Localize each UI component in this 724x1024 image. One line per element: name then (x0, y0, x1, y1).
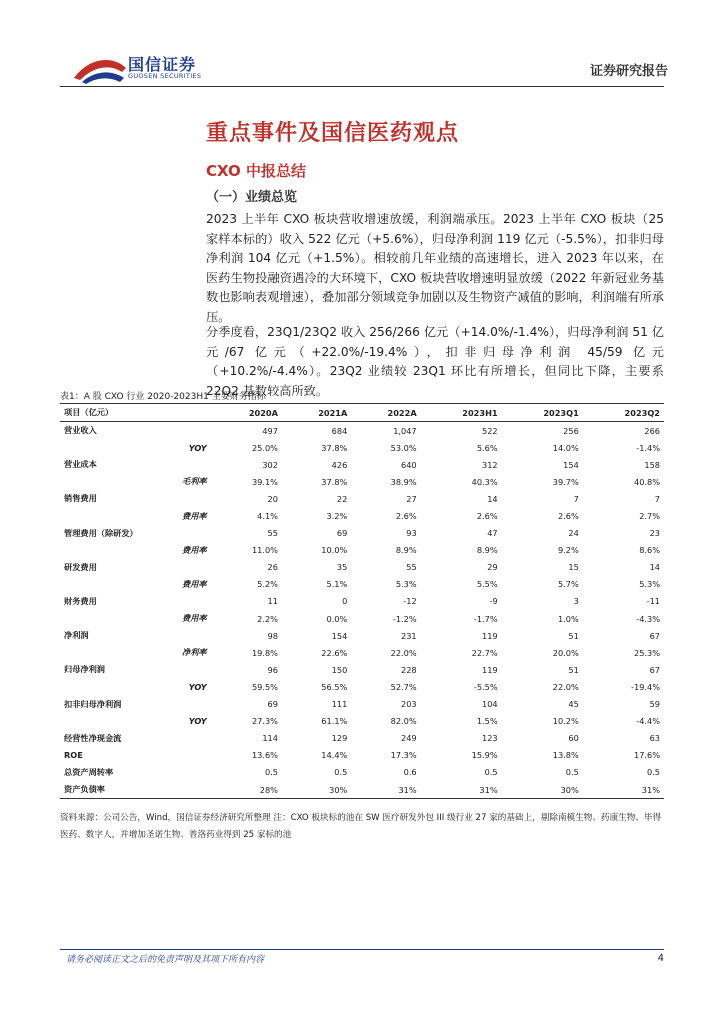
table-cell: 26 (267, 562, 278, 573)
footer-disclaimer: 请务必阅读正文之后的免责声明及其项下所有内容 (66, 955, 265, 965)
table-row (60, 439, 664, 456)
table-cell: 150 (331, 664, 348, 675)
table-header-cell: 2020A (213, 404, 282, 422)
table-cell: 11 (267, 596, 278, 607)
table-cell: 8.6% (639, 545, 660, 556)
row-label: 扣非归母净利润 (64, 698, 122, 709)
row-label: 净利润 (64, 630, 89, 641)
table-row (60, 781, 664, 799)
table-cell: -4.3% (636, 613, 660, 624)
table-cell: 7 (654, 493, 660, 504)
row-label: 总资产周转率 (64, 766, 114, 777)
row-label: 销售费用 (64, 493, 97, 504)
table-cell: 302 (262, 459, 278, 470)
table-cell: 522 (481, 425, 498, 436)
table-cell: -12 (403, 596, 417, 607)
table-cell: 0.5 (565, 767, 579, 778)
table-cell: 31% (421, 781, 502, 799)
table-cell: 37.8% (321, 476, 348, 487)
table-row (60, 422, 664, 440)
table-cell: 55 (406, 562, 417, 573)
table-header-cell: 2022A (351, 404, 420, 422)
page-header (0, 0, 724, 90)
table-row (60, 730, 664, 747)
table-cell: 2.6% (476, 511, 498, 522)
table-cell: 0.6 (403, 767, 417, 778)
table-cell: 119 (481, 630, 498, 641)
table-cell: 93 (406, 528, 417, 539)
table-cell: 55 (267, 528, 278, 539)
table-cell: 8.9% (395, 545, 417, 556)
paragraph-2: 分季度看，23Q1/23Q2 收入 256/266 亿元（+14.0%/-1.4%），归母净利润 51 亿元/67 亿元（+22.0%/-19.4%），扣非归母净利润 45/59 亿元（+10.2%/-4.4%）。23Q2 业绩较 23Q1 环比有所增长，但同比下降，主要系 22Q2 基数较高所致。 (206, 325, 664, 398)
table-cell: 17.3% (390, 750, 417, 761)
table-row (60, 490, 664, 507)
table-cell: 38.9% (390, 476, 417, 487)
table-cell: 249 (401, 733, 417, 744)
table-cell: 37.8% (321, 442, 348, 453)
table-cell: 497 (262, 425, 278, 436)
row-label: ROE (64, 750, 83, 761)
table-cell: 123 (481, 733, 498, 744)
table-row (60, 610, 664, 627)
table-cell: 30% (502, 781, 583, 799)
table-cell: 39.7% (552, 476, 579, 487)
table-row (60, 627, 664, 644)
table-cell: 35 (336, 562, 348, 573)
row-label: 毛利率 (182, 476, 207, 487)
table-cell: 154 (563, 459, 579, 470)
row-label: YOY (188, 681, 207, 692)
table-cell: 60 (568, 733, 579, 744)
table-row (60, 678, 664, 695)
table-cell: 10.2% (552, 716, 579, 727)
table-cell: 0.5 (484, 767, 498, 778)
section-title: CXO 中报总结 (206, 162, 307, 180)
table-cell: 129 (331, 733, 348, 744)
table-cell: 10.0% (321, 545, 348, 556)
table-cell: 158 (644, 459, 660, 470)
table-cell: 15.9% (471, 750, 498, 761)
page-title: 重点事件及国信医药观点 (206, 121, 460, 146)
table-cell: 98 (267, 630, 278, 641)
table-cell: 27 (406, 493, 417, 504)
table-cell: 14.0% (552, 442, 579, 453)
table-cell: 23 (649, 528, 660, 539)
table-cell: 47 (487, 528, 498, 539)
table-cell: 14.4% (321, 750, 348, 761)
row-label: 费用率 (182, 578, 207, 589)
row-label: 营业收入 (64, 425, 97, 436)
table-cell: 39.1% (251, 476, 278, 487)
row-label: YOY (188, 442, 207, 453)
table-cell: 69 (267, 699, 278, 710)
row-label: 研发费用 (64, 561, 97, 572)
table-cell: 5.1% (326, 579, 348, 590)
table-row (60, 764, 664, 781)
table-cell: 31% (351, 781, 420, 799)
page-number: 4 (657, 953, 664, 964)
table-cell: 0.0% (326, 613, 348, 624)
table-cell: 61.1% (321, 716, 348, 727)
table-cell: 20 (267, 493, 278, 504)
table-cell: 5.6% (476, 442, 498, 453)
table-cell: 7 (573, 493, 579, 504)
table-header-row (60, 404, 664, 422)
table-cell: 67 (649, 630, 660, 641)
table-cell: 22.6% (321, 647, 348, 658)
table-cell: 19.8% (251, 647, 278, 658)
table-cell: 154 (331, 630, 348, 641)
table-cell: 640 (401, 459, 417, 470)
table-row (60, 661, 664, 678)
table-cell: 203 (401, 699, 417, 710)
table-cell: 0 (342, 596, 348, 607)
table-cell: 2.7% (639, 511, 660, 522)
table-cell: 5.3% (395, 579, 417, 590)
table-cell: 96 (267, 664, 278, 675)
table-cell: 111 (331, 699, 348, 710)
header-divider (60, 86, 664, 87)
table-cell: 40.8% (633, 476, 660, 487)
table-cell: 3 (573, 596, 579, 607)
table-cell: 256 (563, 425, 579, 436)
row-label: 营业成本 (64, 459, 97, 470)
table-cell: 67 (649, 664, 660, 675)
table-cell: -1.7% (473, 613, 498, 624)
paragraph-1: 2023 上半年 CXO 板块营收增速放缓，利润端承压。2023 上半年 CXO 板块（25 家样本标的）收入 522 亿元（+5.6%），归母净利润 119 亿元（-5.5%），扣非归母净利润 104 亿元（+1.5%）。相较前几年业绩的高速增长，进入 2023 年以来，在医药生物投融资遇冷的大环境下，CXO 板块营收增速明显放缓（2022 年新冠业务基数也影响表观增速），叠加部分领域竞争加剧以及生物资产减值的影响，利润端有所承压。 (206, 212, 664, 324)
table-cell: 51 (568, 630, 579, 641)
table-row (60, 473, 664, 490)
table-cell: 266 (644, 425, 660, 436)
table-cell: 28% (213, 781, 282, 799)
logo-text-cn: 国信证券 (128, 55, 197, 74)
table-cell: 0.5 (334, 767, 348, 778)
table-cell: 426 (331, 459, 348, 470)
table-cell: 1.5% (476, 716, 498, 727)
table-cell: 29 (487, 562, 498, 573)
table-cell: 231 (401, 630, 417, 641)
table-cell: 1.0% (557, 613, 579, 624)
footer-divider (60, 949, 664, 950)
table-cell: -5.5% (473, 681, 498, 692)
table-cell: 15 (568, 562, 579, 573)
subsection-title: （一）业绩总览 (206, 190, 298, 205)
row-label: 管理费用（除研发） (64, 527, 138, 538)
table-header-cell: 2023Q2 (583, 404, 664, 422)
table-cell: 53.0% (390, 442, 417, 453)
table-cell: 104 (481, 699, 498, 710)
table-cell: 5.2% (257, 579, 278, 590)
table-cell: 114 (262, 733, 278, 744)
row-label: 费用率 (182, 510, 207, 521)
report-type-label: 证券研究报告 (589, 64, 668, 79)
table-cell: 24 (568, 528, 579, 539)
table-cell: 9.2% (557, 545, 579, 556)
table-cell: 4.1% (257, 511, 278, 522)
table-cell: 0.5 (264, 767, 278, 778)
table-row (60, 696, 664, 713)
logo-text-en: GUOSEN SECURITIES (128, 72, 202, 80)
table-row (60, 456, 664, 473)
table-cell: 312 (481, 459, 498, 470)
table-cell: 14 (649, 562, 660, 573)
table-cell: 22.0% (552, 681, 579, 692)
table-header-cell: 项目（亿元） (60, 404, 213, 422)
table-row (60, 507, 664, 524)
table-cell: 27.3% (251, 716, 278, 727)
table-header-cell: 2023H1 (421, 404, 502, 422)
table-cell: 1,047 (393, 425, 417, 436)
table-cell: 25.0% (251, 442, 278, 453)
table-cell: -1.4% (636, 442, 660, 453)
table-row (60, 644, 664, 661)
table-row (60, 593, 664, 610)
table-cell: 20.0% (552, 647, 579, 658)
table-cell: 2.2% (257, 613, 278, 624)
row-label: 财务费用 (64, 595, 97, 606)
table-cell: 31% (583, 781, 664, 799)
table-cell: 14 (487, 493, 498, 504)
table-cell: 5.7% (557, 579, 579, 590)
table-cell: 45 (568, 699, 579, 710)
table-cell: -9 (489, 596, 498, 607)
row-label: YOY (188, 716, 207, 727)
table-cell: 52.7% (390, 681, 417, 692)
table-cell: 30% (282, 781, 351, 799)
table-row (60, 525, 664, 542)
financial-table (60, 403, 664, 799)
table-header-cell: 2021A (282, 404, 351, 422)
table-cell: 82.0% (390, 716, 417, 727)
table-cell: 59.5% (251, 681, 278, 692)
table-cell: 22.7% (471, 647, 498, 658)
table-cell: 8.9% (476, 545, 498, 556)
table-cell: 3.2% (326, 511, 348, 522)
table-header-cell: 2023Q1 (502, 404, 583, 422)
row-label: 净利率 (182, 647, 207, 658)
row-label: 归母净利润 (64, 664, 105, 675)
table-cell: 119 (481, 664, 498, 675)
table-cell: 5.5% (476, 579, 498, 590)
table-cell: -4.4% (636, 716, 660, 727)
table-cell: 228 (401, 664, 417, 675)
table-cell: 51 (568, 664, 579, 675)
table-cell: -11 (646, 596, 660, 607)
table-cell: 0.5 (646, 767, 660, 778)
table-cell: 63 (649, 733, 660, 744)
table-row (60, 576, 664, 593)
table-cell: -1.2% (392, 613, 417, 624)
table-cell: 5.3% (639, 579, 660, 590)
row-label: 资产负债率 (60, 781, 213, 799)
row-label: 费用率 (182, 544, 207, 555)
table-cell: 2.6% (557, 511, 579, 522)
table-cell: 40.3% (471, 476, 498, 487)
table-row (60, 542, 664, 559)
row-label: 费用率 (182, 613, 207, 624)
table-cell: 22 (336, 493, 348, 504)
table-cell: 56.5% (321, 681, 348, 692)
row-label: 经营性净现金流 (64, 732, 122, 743)
table-cell: 684 (331, 425, 348, 436)
table-cell: 11.0% (251, 545, 278, 556)
table-cell: 17.6% (633, 750, 660, 761)
table-cell: 22.0% (390, 647, 417, 658)
table-cell: 59 (649, 699, 660, 710)
table-row (60, 713, 664, 730)
table-cell: 69 (336, 528, 348, 539)
source-note: 资料来源：公司公告，Wind，国信证券经济研究所整理 注：CXO 板块标的池在 SW 医疗研发外包 III 级行业 27 家的基础上，剔除南模生物、药康生物、毕得医药、数字人，并增加圣诺生物、普洛药业得到 25 家标的池 (60, 813, 662, 840)
table-row (60, 747, 664, 764)
table-cell: -19.4% (631, 681, 660, 692)
table-cell: 25.3% (633, 647, 660, 658)
table-row (60, 559, 664, 576)
table-title: 表1：A 股 CXO 行业 2020-2023H1 主要财务指标 (60, 392, 266, 402)
table-body (60, 422, 664, 799)
table-cell: 13.8% (552, 750, 579, 761)
table-cell: 2.6% (395, 511, 417, 522)
table-cell: 13.6% (251, 750, 278, 761)
